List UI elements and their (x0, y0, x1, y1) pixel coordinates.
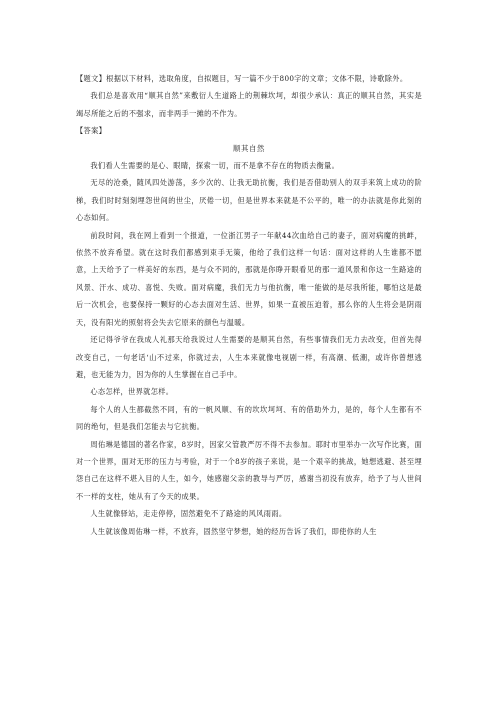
answer-tag: 【答案】 (76, 126, 107, 136)
essay-title: 顺其自然 (233, 143, 265, 153)
question-text: 根据以下材料，选取角度，自拟题目，写一篇不少于800字的文章；文体不限，诗歌除外。 (106, 74, 408, 83)
question-tag: 【题文】 (76, 74, 107, 83)
essay-paragraph: 人生就像驿站，走走停停，固然避免不了路途的风风雨雨。 (90, 509, 287, 519)
essay-paragraph: 人生就该像周佑琳一样，不放弃，固然坚守梦想，她的经历告诉了我们，即使你的人生 (90, 526, 377, 536)
essay-paragraph: 我们看人生需要的是心、眼睛，探索一切，而不是拿不存在的物质去衡量。 (90, 161, 340, 171)
essay-paragraph: 还记得爷爷在我成人礼那天给我说过人生需要的是顺其自然，有些事情我们无力去改变，但首先得改变自己，一句老话‘山不过来，你就过去，人生本来就像电视剧一样，有高潮、低潮，或许你曾想逃避，也无能为力，因为你的人生掌握在自己手中。 (76, 335, 422, 379)
material-paragraph: 我们总是喜欢用“顺其自然”来敷衍人生道路上的荆棘坎坷，却很少承认：真正的顺其自然，其实是竭尽所能之后的不强求，而非两手一摊的不作为。 (76, 91, 422, 118)
essay-paragraph: 无尽的沧桑，随风四处游荡，多少次的、让我无助抗衡，我们是否借助别人的双手来筑上成功的阶梯，我们时时刻刻埋怨世间的世尘，厌倦一切，但是世界本来就是不公平的，唯一的办法就是你此刻的心态如何。 (76, 178, 422, 223)
document-page (76, 70, 422, 540)
essay-paragraph: 心态怎样，世界就怎样。 (90, 387, 174, 397)
question-paragraph (76, 70, 422, 87)
essay-paragraph: 前段时间，我在网上看到一个报道，一位浙江男子一年献44次血给自己的妻子，面对病魔的挑衅，依然不放弃希望。就在这时我们都感到束手无策，他给了我们这样一句话：面对这样的人生谁都不愿意，上天给予了一样美好的东西，是与众不同的，那就是你睁开眼看见的那一道风景和你这一生路途的风景、汗水、成功、喜悦、失败。面对病魔，我们无力与他抗衡，唯一能做的是尽我所能，哪怕这是最后一次机会，也要保持一颗好的心态去面对生活、世界，如果一直被压迫着，那么你的人生将会是阴雨天，没有阳光的照射将会失去它原来的颜色与温暖。 (76, 230, 422, 327)
essay-paragraph: 每个人的人生都截然不同，有的一帆风顺、有的坎坎坷坷、有的借助外力，是的，每个人生都有不同的绝句，但是我们怎能去与它抗衡。 (76, 404, 422, 432)
essay-paragraph: 周佑琳是德国的著名作家，8岁时，因家父管教严厉不得不去参加。耶时市里举办一次写作比赛，面对一个世界，面对无形的压力与考验，对于一个8岁的孩子来说，是一个艰辛的挑战，她想逃避、甚至埋怨自己在这样不堪入目的人生，如今，她感谢父亲的教导与严厉，感谢当初没有放弃，给予了与人世间不一样的支柱，她从有了今天的成果。 (76, 439, 422, 501)
